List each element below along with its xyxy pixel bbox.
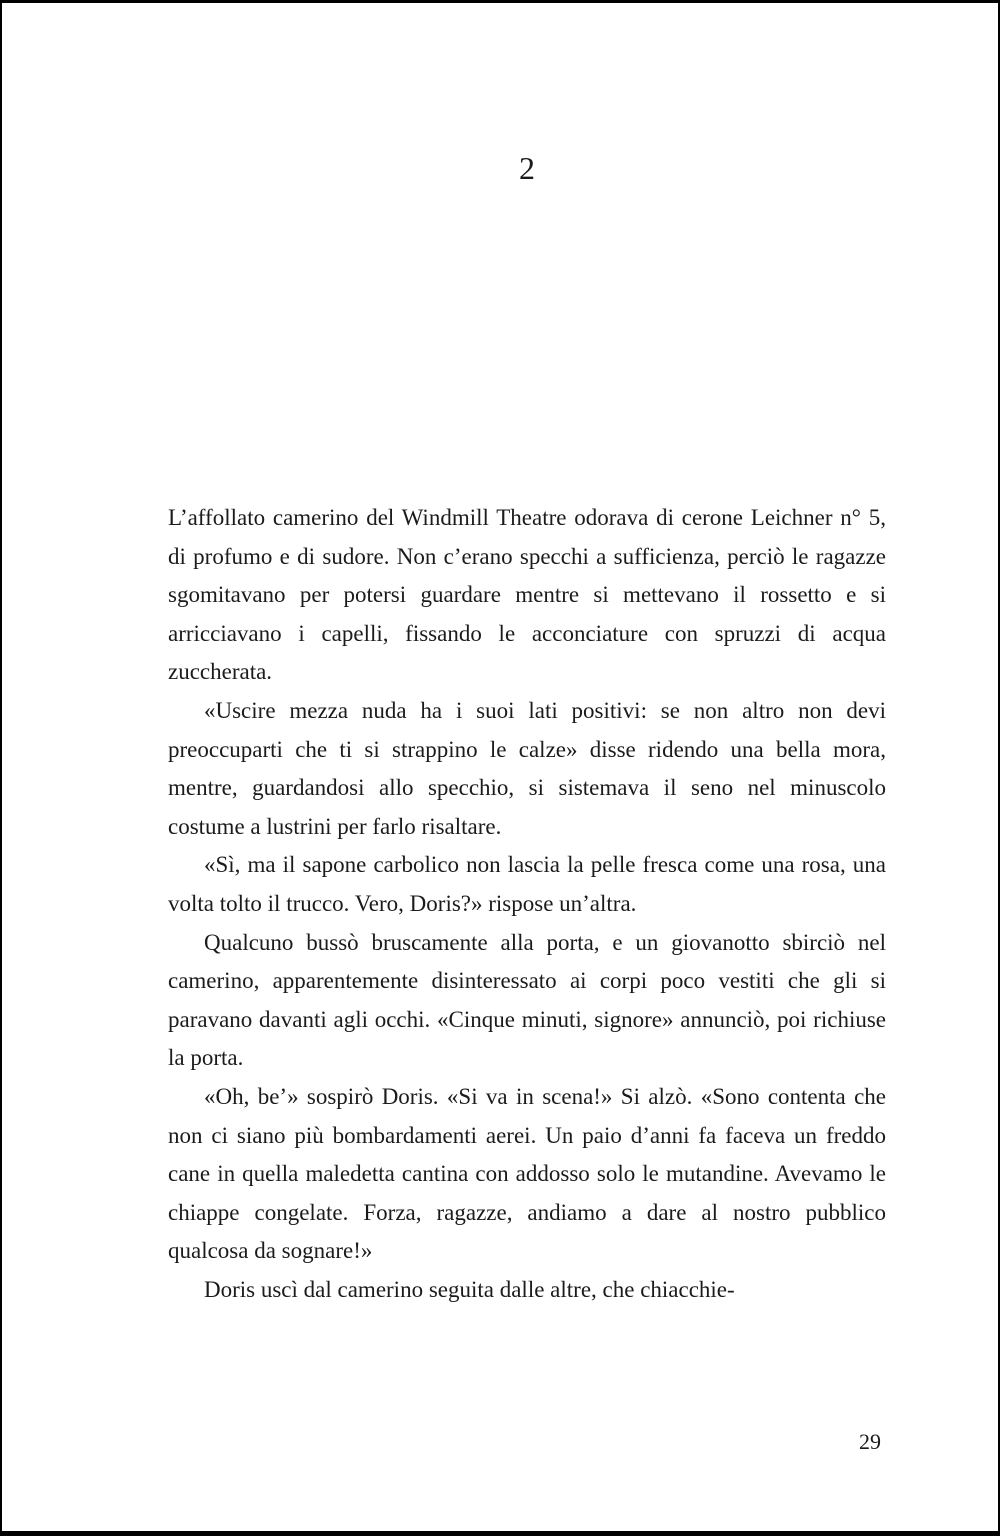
paragraph: «Sì, ma il sapone carbolico non lascia la pelle fresca come una rosa, una volta tolto il trucco. Vero, Doris?» rispose un’altra. xyxy=(168,852,886,916)
text-column xyxy=(168,149,886,1309)
paragraph: «Uscire mezza nuda ha i suoi lati positivi: se non altro non devi preoccuparti che ti si strappino le calze» disse ridendo una bella mora, mentre, guardandosi allo specchio, si sistemava il seno nel minuscolo costume a lustrini per farlo risaltare. xyxy=(168,697,886,839)
paragraph: Qualcuno bussò bruscamente alla porta, e un giovanotto sbirciò nel camerino, apparentemente disinteressato ai corpi poco vestiti che gli si paravano davanti agli occhi. «Cinque minuti, signore» annunciò, poi richiuse la porta. xyxy=(168,929,886,1071)
paragraph: «Oh, be’» sospirò Doris. «Si va in scena!» Si alzò. «Sono contenta che non ci siano più bombardamenti aerei. Un paio d’anni fa faceva un freddo cane in quella maledetta cantina con addosso solo le mutandine. Avevamo le chiappe congelate. Forza, ragazze, andiamo a dare al nostro pubblico qualcosa da sognare!» xyxy=(168,1083,886,1264)
body-text xyxy=(168,499,886,1309)
paragraph: L’affollato camerino del Windmill Theatre odorava di cerone Leichner n° 5, di profumo e di sudore. Non c’erano specchi a sufficienza, perciò le ragazze sgomitavano per potersi guardare mentre si mettevano il rossetto e si arricciavano i capelli, fissando le acconciature con spruzzi di acqua zuccherata. xyxy=(168,505,886,685)
paragraph: Doris uscì dal camerino seguita dalle altre, che chiacchie- xyxy=(204,1276,735,1302)
page-number: 29 xyxy=(859,1429,881,1454)
chapter-number: 2 xyxy=(519,150,535,186)
